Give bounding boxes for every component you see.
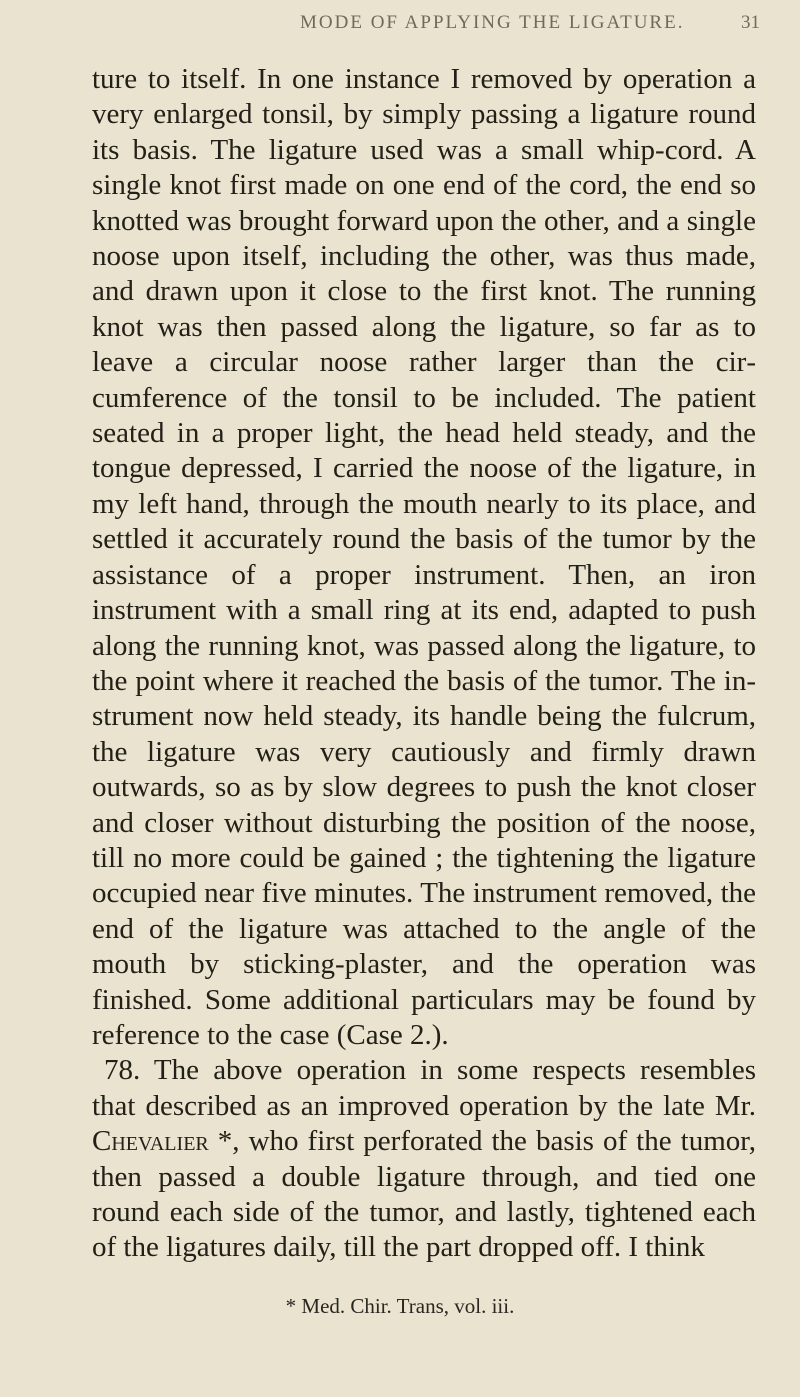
paragraph-number: 78. (104, 1054, 141, 1087)
footnote-marker: * (217, 1125, 233, 1158)
paragraph-78-text-end: , who first perforated the basis of the tumor, then passed a double ligature through, and tied one round each side of the tumor, and lastly, tightened each of the ligatures daily, till the part dropped off. I think (92, 1125, 757, 1264)
surgeon-name: Chevalier (92, 1125, 209, 1158)
page-number: 31 (741, 12, 760, 33)
paragraph-continued: ture to itself. In one instance I removed by operation a very enlarged tonsil, by simply passing a ligature round its basis. The ligature used was a small whip-cord. A single knot first made on one end of the cord, the end so knotted was brought forward upon the other, and a single noose upon itself, including the other, was thus made, and drawn upon it close to the first knot. The running knot was then passed along the ligature, so far as to leave a circular noose rather larger than the circumference of the tonsil to be included. The patient seated in a proper light, the head held steady, and the tongue depressed, I carried the noose of the ligature, in my left hand, through the mouth nearly to its place, and settled it accurately round the basis of the tumor by the assistance of a proper instrument. Then, an iron instrument with a small ring at its end, adapted to push along the running knot, was passed along the ligature, to the point where it reached the basis of the tumor. The instrument now held steady, its handle being the fulcrum, the ligature was very cautiously and firmly drawn outwards, so as by slow degrees to push the knot closer and closer without disturbing the position of the noose, till no more could be gained ; the tightening the ligature occupied near five minutes. The instrument removed, the end of the ligature was attached to the angle of the mouth by sticking-plaster, and the operation was finished. Some additional particulars may be found by reference to the case (Case 2.). (92, 63, 756, 1051)
footnote: * Med. Chir. Trans, vol. iii. (285, 1294, 515, 1318)
running-head-title: MODE OF APPLYING THE LIGATURE. (300, 12, 685, 33)
paragraph-78 (92, 1053, 756, 1265)
running-head (300, 12, 760, 34)
body-text (92, 62, 756, 1266)
paragraph-78-text-start: The above operation in some respects resembles that described as an improved operation by the late Mr. (92, 1054, 756, 1122)
